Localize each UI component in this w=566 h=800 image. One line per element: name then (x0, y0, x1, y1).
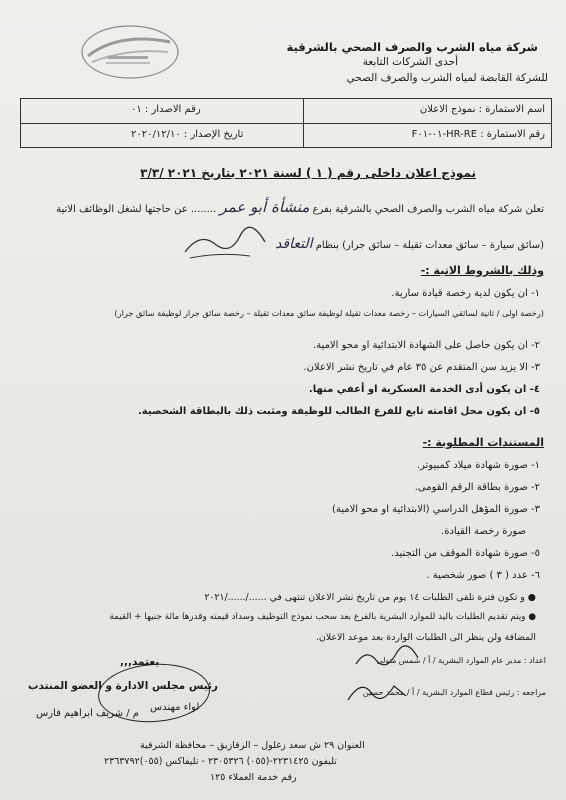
company-logo-icon (78, 22, 180, 82)
chairman-prefix: لواء مهندس (150, 702, 200, 713)
condition-4: ٤- ان يكون أدى الخدمة العسكرية او أعفي منها. (308, 384, 540, 395)
document-1: ١- صورة شهادة ميلاد كمبيوتر. (416, 460, 540, 471)
approval-label: يعتمد,,, (120, 656, 160, 668)
signature-scribble-icon (352, 644, 422, 672)
jobs-line: (سائق سيارة – سائق معدات ثقيلة – سائق جرار) بنظام التعاقد (275, 236, 544, 252)
note-submission-cont: المضافة ولن ينظر الى الطلبات الواردة بعد موعد الاعلان. (315, 632, 536, 643)
document-4: صورة رخصة القيادة. (441, 526, 526, 537)
branch-handwritten: منشأة أبو عمر (219, 198, 310, 216)
chairman-name: م / شريف ابراهيم فارس (36, 708, 139, 719)
document-5: ٥- صورة شهادة الموقف من التجنيد. (391, 548, 540, 559)
footer-customer-service: رقم خدمة العملاء ١٢٥ (210, 772, 297, 783)
note-period: ● و تكون فترة تلقى الطلبات ١٤ يوم من تاريخ نشر الاعلان تنتهى في ....../....../٢٠٢١ (204, 592, 536, 603)
company-name: شركة مياه الشرب والصرف الصحي بالشرقية (286, 40, 538, 54)
handwritten-scribble-icon (180, 222, 270, 262)
holding-company-line: للشركة القابضة لمياه الشرب والصرف الصحي (346, 72, 548, 84)
condition-3: ٣- الا يزيد سن المتقدم عن ٣٥ عام في تاريخ نشر الاعلان. (303, 362, 540, 373)
form-number: رقم الاستمارة : HR-RE-٠١-F٠١ (411, 129, 545, 140)
reviewed-by: مراجعه : رئيس قطاع الموارد البشرية / أ / محمد حسين (362, 688, 546, 697)
document-6: ٦- عدد ( ٣ ) صور شخصية . (426, 570, 540, 581)
conditions-header: وذلك بالشروط الاتية :- (420, 264, 544, 277)
chairman-title: رئيس مجلس الادارة و العضو المنتدب (28, 680, 218, 692)
condition-5: ٥- ان يكون محل اقامته تابع للفرع الطالب للوظيفة ومثبت ذلك بالبطاقة الشخصية. (137, 406, 540, 417)
form-info-table (20, 98, 552, 148)
document-2: ٢- صورة بطاقة الرقم القومى. (414, 482, 540, 493)
subsidiary-line: أحدى الشركات التابعة (362, 56, 458, 68)
condition-1: ١- ان يكون لدية رخصة قيادة سارية. (391, 288, 540, 299)
note-submission: ● ويتم تقديم الطلبات باليد للموارد البشرية بالفرع بعد سحب نموذج التوظيف وسداد قيمته وقدرها مائة جنيها + القيمة (109, 612, 536, 622)
signature-scribble-icon (342, 676, 412, 708)
issue-number: رقم الاصدار : ٠١ (131, 104, 201, 115)
prepared-by: اعداد : مدير عام الموارد البشرية / أ / شمس متولى (376, 656, 546, 665)
contract-handwritten: التعاقد (275, 236, 313, 252)
documents-header: المستندات المطلوبة :- (422, 436, 544, 449)
issue-date: تاريخ الإصدار : ٢٠٢٠/١٢/١٠ (131, 129, 244, 140)
license-types-note: (رخصة اولى / ثانية لسائقي السيارات – رخصة معدات ثقيلة لوظيفة سائق معدات ثقيلة – رخصة سائق جرار لوظيفة سائق جرار) (114, 308, 544, 318)
condition-2: ٢- ان يكون حاصل على الشهادة الابتدائية او محو الامية. (313, 340, 540, 351)
document-3: ٣- صورة المؤهل الدراسي (الابتدائية او محو الامية) (331, 504, 540, 515)
announcement-title: نموذج اعلان داخلى رقم ( ١ ) لسنة ٢٠٢١ بتاريخ ٢٠٢١ /٣/٣ (140, 166, 476, 180)
intro-line: تعلن شركة مياه الشرب والصرف الصحي بالشرقية بفرع منشأة أبو عمر ........ عن حاجتها لشغل الوظائف الاتية (56, 198, 544, 216)
form-name: اسم الاستمارة : نموذج الاعلان (419, 104, 545, 115)
footer-address: العنوان ٢٩ ش سعد زغلول – الزقازيق – محافظة الشرقية (140, 740, 365, 751)
footer-phones: تليفون ٢٢٣١٤٢٥-(٠٥٥) ٢٣٠٥٣٢٦ - تليفاكس (٠٥٥)٢٣٦٣٧٩٢ (104, 756, 337, 767)
